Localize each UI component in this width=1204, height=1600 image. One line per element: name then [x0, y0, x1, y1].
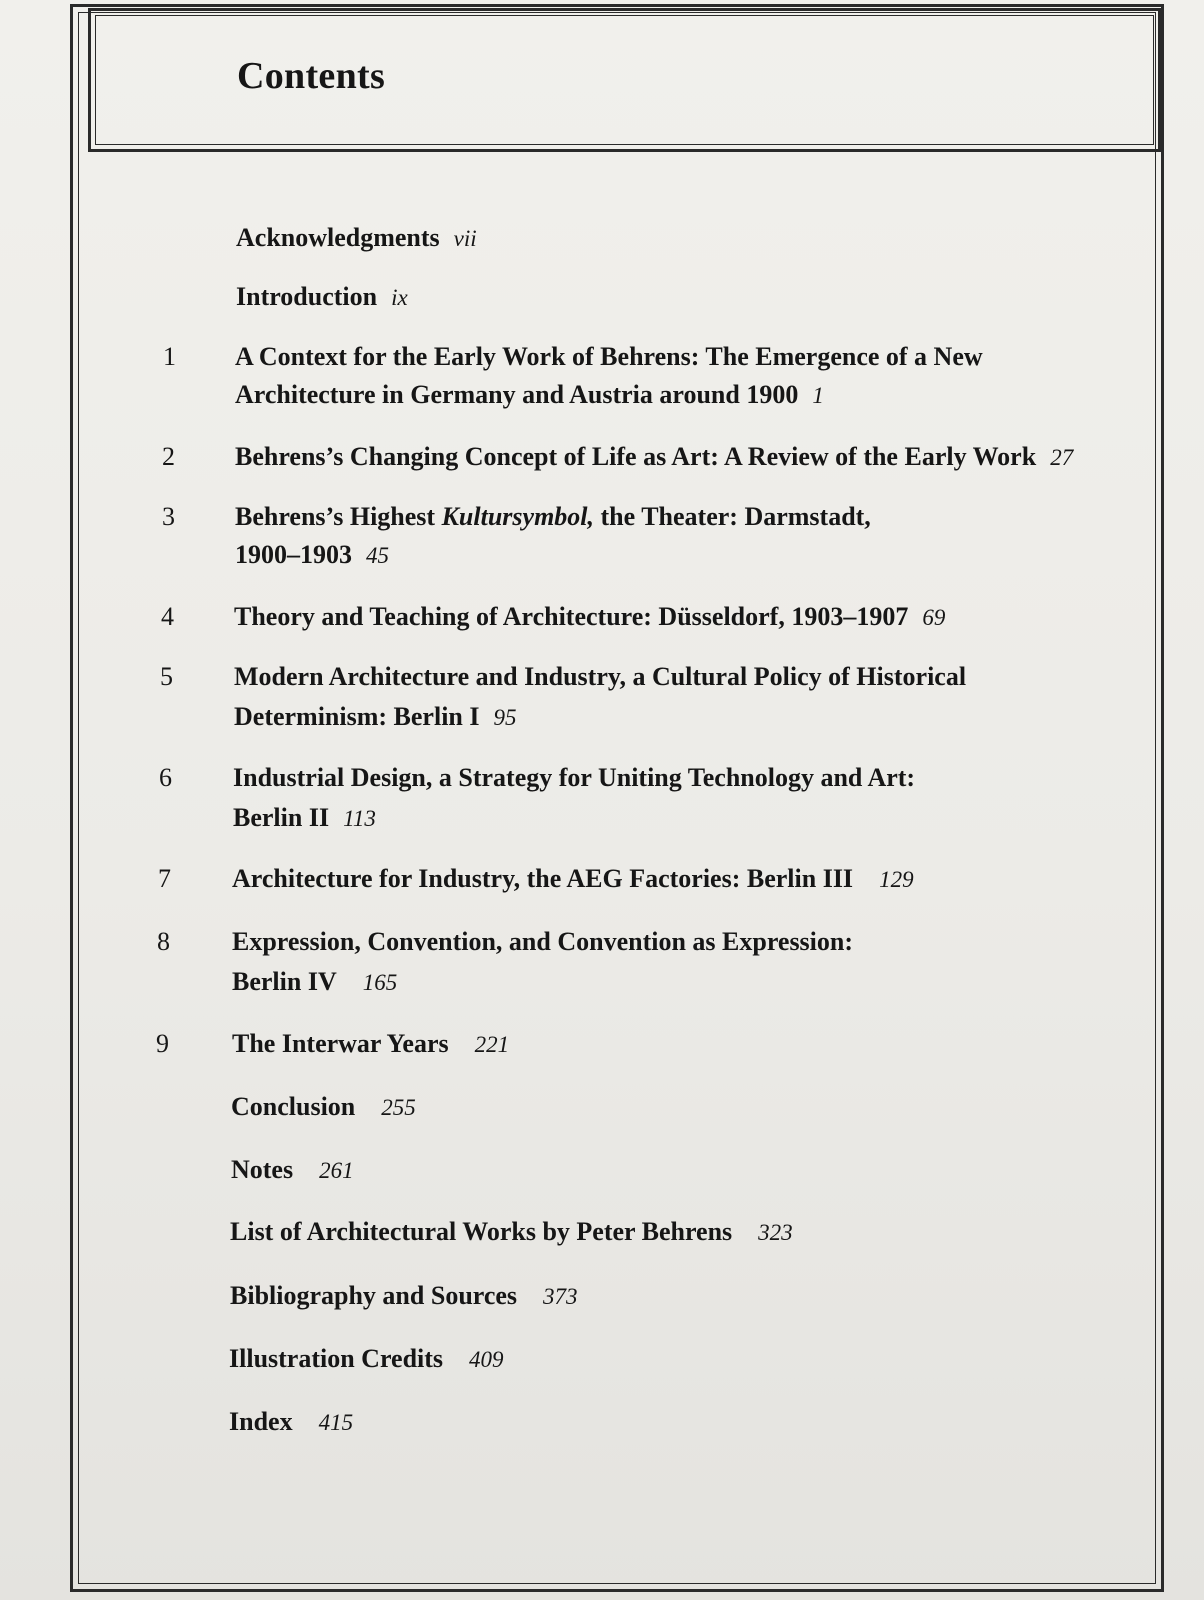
chapter-number: 8	[157, 927, 170, 956]
entry-title-italic: Kultursymbol,	[441, 502, 595, 531]
entry-page: 409	[469, 1347, 504, 1372]
entry-title-line-1: The Interwar Years	[232, 1029, 449, 1058]
entry-title-line-1: Expression, Convention, and Convention as Expression:	[232, 927, 854, 956]
toc-entry-chapter-5-continued	[234, 697, 517, 738]
entry-page: 129	[879, 867, 914, 892]
entry-page: vii	[453, 226, 477, 251]
toc-entry-chapter-8	[232, 922, 853, 962]
chapter-number: 9	[156, 1029, 169, 1058]
chapter-number: 6	[159, 763, 172, 792]
chapter-number: 7	[158, 864, 171, 893]
toc-entry-index	[229, 1402, 353, 1443]
entry-page: 255	[381, 1095, 416, 1120]
entry-page: 221	[474, 1032, 510, 1057]
chapter-number: 3	[162, 502, 175, 531]
entry-page: 261	[319, 1158, 354, 1183]
toc-entry-chapter-1-continued	[235, 375, 824, 416]
entry-title-line-1: Industrial Design, a Strategy for Uniting Technology and Art:	[233, 763, 916, 792]
chapter-number: 4	[161, 602, 174, 631]
entry-title: Index	[229, 1407, 293, 1436]
entry-title-line-2: Architecture in Germany and Austria around 1900	[235, 380, 799, 409]
toc-entry-chapter-6	[233, 758, 915, 798]
chapter-number: 2	[162, 442, 175, 471]
entry-page: 373	[543, 1284, 578, 1309]
entry-title-part-a: Behrens’s Highest	[235, 502, 442, 531]
entry-page: 69	[922, 605, 946, 630]
entry-title-line-2: Berlin II	[233, 803, 330, 832]
toc-entry-chapter-3	[235, 497, 871, 537]
entry-page: 95	[493, 705, 517, 730]
toc-entry-chapter-4	[234, 597, 945, 638]
entry-page: 27	[1050, 445, 1074, 470]
toc-entry-conclusion	[231, 1087, 416, 1128]
toc-entry-chapter-8-continued	[232, 962, 397, 1003]
entry-page: 415	[318, 1410, 354, 1435]
entry-title: Illustration Credits	[229, 1344, 444, 1373]
toc-entry-chapter-5	[234, 657, 966, 697]
entry-page: ix	[391, 285, 408, 310]
toc-entry-chapter-7	[232, 859, 914, 900]
toc-entry-list-of-works	[230, 1212, 793, 1253]
entry-title-line-1: Behrens’s Changing Concept of Life as Art: A Review of the Early Work	[235, 442, 1037, 471]
toc-entry-chapter-3-continued	[235, 535, 389, 576]
chapter-number: 1	[163, 342, 176, 371]
entry-page: 45	[366, 543, 389, 568]
entry-title: Conclusion	[231, 1092, 356, 1121]
toc-entry-introduction	[236, 277, 408, 318]
toc-entry-notes	[231, 1150, 354, 1191]
entry-page: 165	[362, 970, 398, 995]
entry-title-part-c: the Theater: Darmstadt,	[594, 502, 871, 531]
entry-title: Notes	[231, 1155, 294, 1184]
entry-page: 323	[758, 1220, 793, 1245]
entry-page: 1	[812, 383, 824, 408]
toc-entry-chapter-6-continued	[233, 798, 376, 839]
page-title: Contents	[237, 55, 386, 97]
toc-entry-bibliography	[230, 1276, 578, 1317]
entry-page: 113	[343, 806, 376, 831]
toc-entry-chapter-2	[235, 437, 1073, 478]
toc-entry-chapter-9	[232, 1024, 509, 1065]
entry-title-line-1: A Context for the Early Work of Behrens: The Emergence of a New	[235, 342, 983, 371]
entry-title-line-2: Determinism: Berlin I	[234, 702, 480, 731]
entry-title: List of Architectural Works by Peter Behrens	[230, 1217, 733, 1246]
entry-title-line-1: Theory and Teaching of Architecture: Düsseldorf, 1903–1907	[234, 602, 909, 631]
entry-title-line-1: Architecture for Industry, the AEG Factories: Berlin III	[232, 864, 854, 893]
toc-entry-illustration-credits	[229, 1339, 504, 1380]
entry-title: Acknowledgments	[236, 223, 440, 252]
entry-title: Introduction	[236, 282, 378, 311]
toc-entry-chapter-1	[235, 337, 983, 377]
entry-title-line-2: 1900–1903	[235, 540, 352, 569]
entry-title-line-1: Modern Architecture and Industry, a Cultural Policy of Historical	[234, 662, 967, 691]
toc-entry-acknowledgments	[236, 218, 477, 259]
entry-title: Bibliography and Sources	[230, 1281, 518, 1310]
chapter-number: 5	[160, 662, 173, 691]
entry-title-line-2: Berlin IV	[232, 967, 337, 996]
